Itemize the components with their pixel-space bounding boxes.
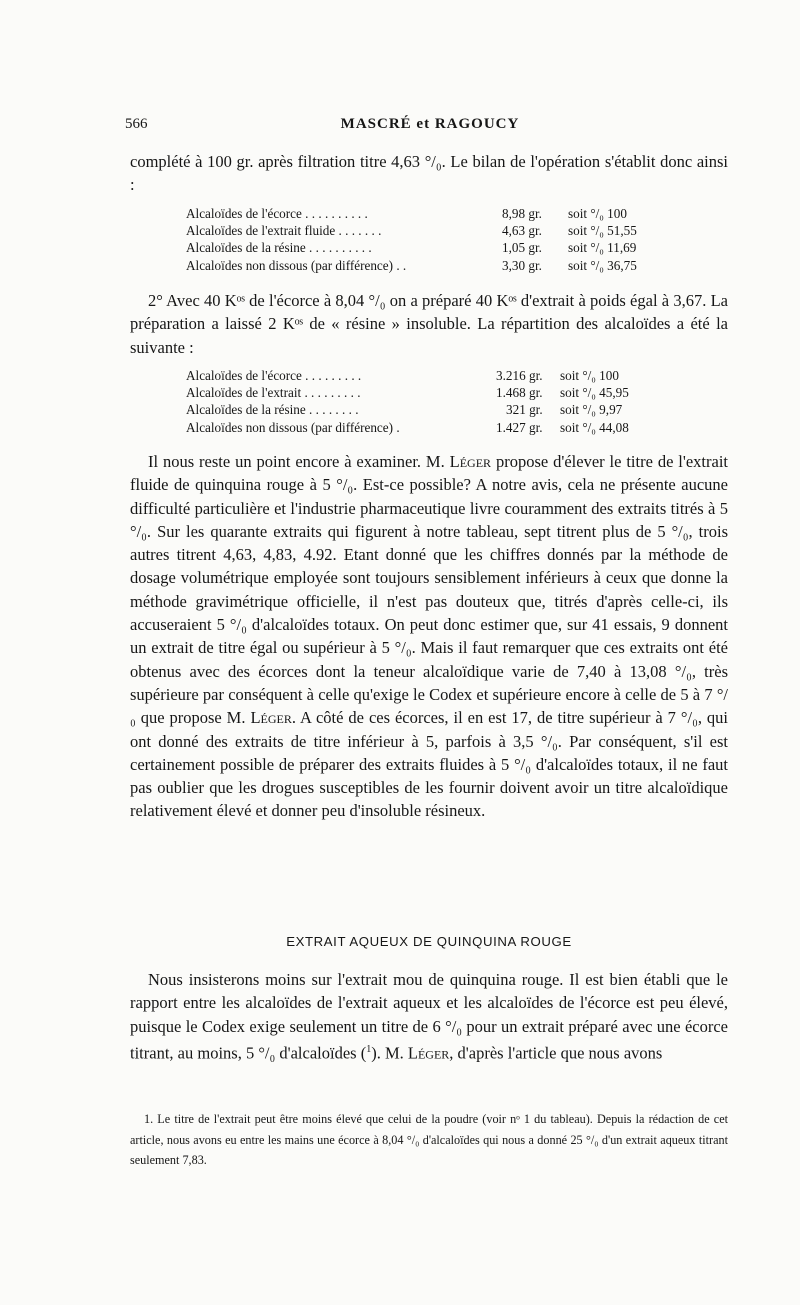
paragraph-4-part-1: Nous insisterons moins sur l'extrait mou de quinquina rouge. Il est bien établi que le rapport entre les alcaloïdes de l'extrait aqueux et les alcaloïdes de l'écorce est peu élevé, puisque le Codex exige seulement un titre de 6 °/₀ pour un extrait préparé avec une écorce titrant, au moins, 5 °/₀ d'alcaloïdes ( [130,970,728,1063]
row-label: Alcaloïdes de l'extrait . . . . . . . . . [186,385,361,401]
row-label: Alcaloïdes de l'écorce . . . . . . . . . [186,368,362,383]
row-label: Alcaloïdes non dissous (par différence) . . [186,257,407,273]
paragraph-intro: complété à 100 gr. après filtration titre 4,63 °/₀. Le bilan de l'opération s'établit donc ainsi : [130,152,728,195]
paragraph-2 [130,289,728,359]
paragraph-4-part-3: , d'après l'article que nous avons [449,1043,663,1063]
row-label: Alcaloïdes de la résine . . . . . . . . . . [186,240,372,256]
row-percent: soit °/₀ 9,97 [560,402,623,418]
row-quantity: 8,98 gr. [502,206,542,221]
page-number: 566 [125,116,148,132]
row-percent: soit °/₀ 11,69 [568,240,637,256]
row-percent: soit °/₀ 51,55 [568,223,637,239]
row-label: Alcaloïdes de la résine . . . . . . . . [186,402,359,418]
paragraph-3-part-1: Il nous reste un point encore à examiner. M. [148,452,450,471]
row-quantity: 3,30 gr. [502,257,542,273]
author-name: Léger [250,708,292,728]
paragraph-2-text: 2° Avec 40 Kᵒˢ de l'écorce à 8,04 °/₀ on a préparé 40 Kᵒˢ d'extrait à poids égal à 3,67. La préparation a laissé 2 Kᵒˢ de « résine » insoluble. La répartition des alcaloïdes a été la suivante : [130,291,728,357]
paragraph-4-part-2: ). M. [371,1043,408,1063]
paragraph-3-part-2: propose d'élever le titre de l'extrait fluide de quinquina rouge à 5 °/₀. Est-ce possible? A notre avis, cela ne présente aucune difficulté particulière et l'industrie pharmaceutique livre couramment des extraits titrés à 5 °/₀. Sur les quarante extraits qui figurent à notre tableau, sept titrent plus de 5 °/₀, trois autres titrent 4,63, 4,83, 4.92. Etant donné que les chiffres donnés par la méthode de dosage volumétrique employée sont toujours sensiblement inférieurs à ceux que donne la méthode gravimétrique officielle, il n'est pas douteux que, titrés d'après celle-ci, ils accuseraient 5 °/₀ d'alcaloïdes totaux. On peut donc estimer que, sur 41 essais, 9 donnent un extrait de titre égal ou supérieur à 5 °/₀. Mais il faut remarquer que ces extraits ont été obtenus avec des écorces dont la teneur alcaloïdique varie de 7,40 à 13,08 °/₀, très supérieure par conséquent à celle qu'exige le Codex et supérieure encore à celle de 5 à 7 °/₀ que propose M. [130,452,729,728]
row-quantity: 1.468 gr. [496,385,543,401]
author-name: Léger [449,452,492,471]
row-label: Alcaloïdes de l'extrait fluide . . . . . . . [186,223,382,239]
row-percent: soit °/₀ 100 [568,206,627,221]
footnote-text: 1. Le titre de l'extrait peut être moins élevé que celui de la poudre (voir nᵒ 1 du tableau). Depuis la rédaction de cet article, nous avons eu entre les mains une écorce à 8,04 °/₀ d'alcaloïdes qui nous a donné 25 °/₀ d'un extrait aqueux titrant seulement 7,83. [130,1112,728,1167]
footnote-ref: 1 [366,1043,372,1055]
row-quantity: 4,63 gr. [502,223,542,239]
row-quantity: 321 gr. [506,402,543,418]
section-heading: EXTRAIT AQUEUX DE QUINQUINA ROUGE [286,934,572,949]
row-percent: soit °/₀ 44,08 [560,419,629,435]
paragraph-3 [130,450,728,823]
row-quantity: 3.216 gr. [496,368,543,383]
row-percent: soit °/₀ 36,75 [568,257,637,273]
author-name: Léger [407,1043,450,1063]
footnote [130,1109,728,1171]
running-title: MASCRÉ et RAGOUCY [340,116,520,132]
row-percent: soit °/₀ 100 [560,368,619,383]
paragraph-3-part-3: . A côté de ces écorces, il en est 17, de titre supérieur à 7 °/₀, qui ont donné des extraits de titre inférieur à 5, parfois à 3,5 °/₀. Par conséquent, s'il est certainement possible de préparer des extraits fluides à 5 °/₀ d'alcaloïdes totaux, il ne faut pas oublier que les drogues susceptibles de les fournir doivent avoir un titre alcaloïdique relativement élevé et donner peu d'insoluble résineux. [130,708,728,821]
row-quantity: 1,05 gr. [502,240,542,256]
row-quantity: 1.427 gr. [496,419,543,435]
row-percent: soit °/₀ 45,95 [560,385,629,401]
row-label: Alcaloïdes non dissous (par différence) . [186,419,400,435]
row-label: Alcaloïdes de l'écorce . . . . . . . . . . [186,206,368,221]
paragraph-4 [130,968,728,1065]
